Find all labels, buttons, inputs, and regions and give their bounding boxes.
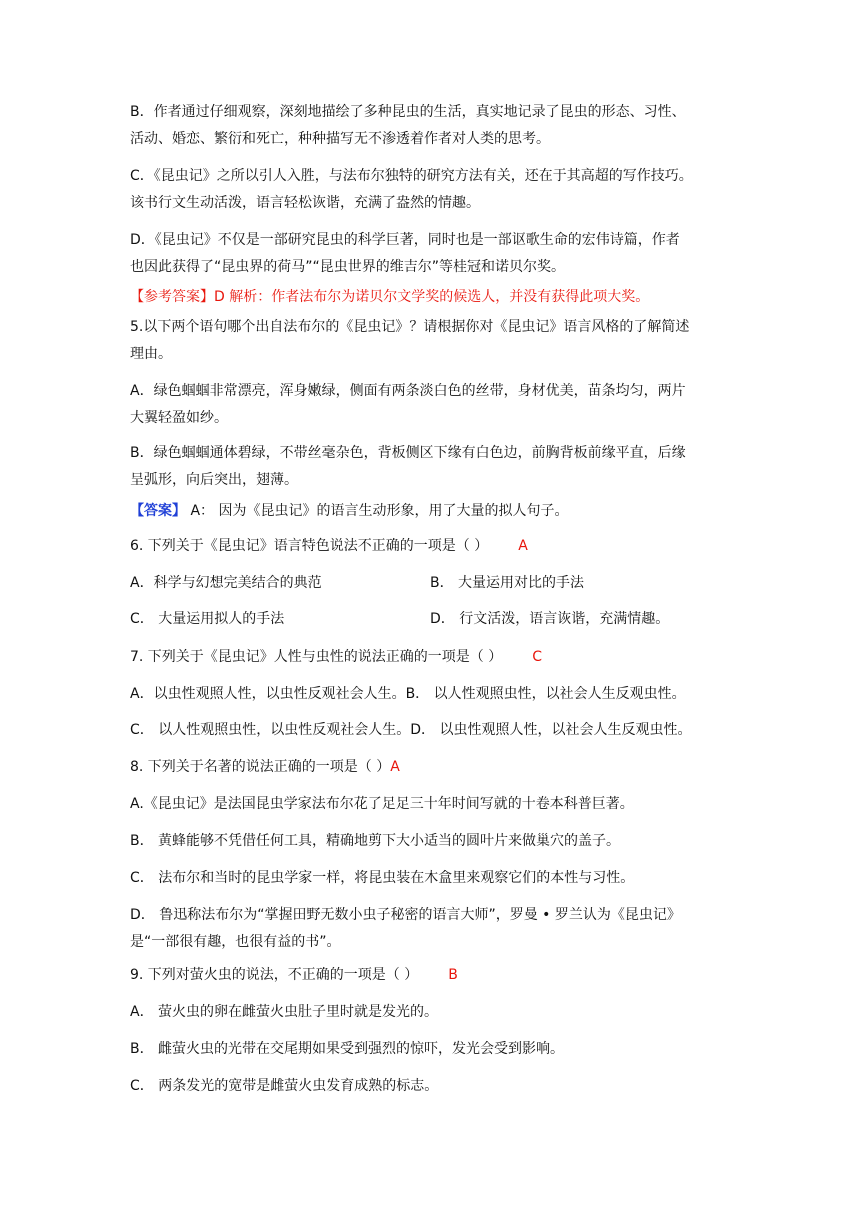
q7-options-cd: C． 以人性观照虫性，以虫性反观社会人生。D． 以虫性观照人性，以社会人生反观虫性。 <box>130 722 692 738</box>
q6-option-c: C． 大量运用拟人的手法 <box>130 611 285 627</box>
q9-stem <box>130 962 730 989</box>
q5-option-b-line1: B．绿色蝈蝈通体碧绿，不带丝毫杂色，背板侧区下缘有白色边，前胸背板前缘平直，后缘 <box>130 445 686 461</box>
q5-option-b-line2: 呈弧形，向后突出，翅薄。 <box>130 472 298 488</box>
q7-answer: C <box>532 649 543 665</box>
q4-option-d-line2: 也因此获得了“昆虫界的荷马”“昆虫世界的维吉尔”等桂冠和诺贝尔奖。 <box>130 259 566 275</box>
q4-option-b-line1: B．作者通过仔细观察，深刻地描绘了多种昆虫的生活，真实地记录了昆虫的形态、习性、 <box>130 104 686 120</box>
q8-option-a: A.《昆虫记》是法国昆虫学家法布尔花了足足三十年时间写就的十卷本科普巨著。 <box>130 796 634 812</box>
q6-option-d: D． 行文活泼，语言诙谐，充满情趣。 <box>430 611 670 627</box>
q6-options-row1 <box>130 570 730 597</box>
q4-option-d-line1: D．《昆虫记》不仅是一部研究昆虫的科学巨著，同时也是一部讴歌生命的宏伟诗篇，作者 <box>130 232 680 248</box>
q5-stem-line1: 5.以下两个语句哪个出自法布尔的《昆虫记》？请根据你对《昆虫记》语言风格的了解简述 <box>130 319 690 335</box>
q6-option-a: A．科学与幻想完美结合的典范 <box>130 575 322 591</box>
q7-stem <box>130 644 730 671</box>
q8-option-b: B． 黄蜂能够不凭借任何工具，精确地剪下大小适当的圆叶片来做巢穴的盖子。 <box>130 833 621 849</box>
q5-stem-line2: 理由。 <box>130 346 172 362</box>
q5-option-a-line1: A．绿色蝈蝈非常漂亮，浑身嫩绿，侧面有两条淡白色的丝带，身材优美，苗条均匀，两片 <box>130 383 686 399</box>
q4-option-b-line2: 活动、婚恋、繁衍和死亡，种种描写无不渗透着作者对人类的思考。 <box>130 131 550 147</box>
q8-option-c: C． 法布尔和当时的昆虫学家一样，将昆虫装在木盒里来观察它们的本性与习性。 <box>130 870 635 886</box>
q8-stem-text: 8. 下列关于名著的说法正确的一项是（ ） <box>130 759 391 775</box>
q6-answer: A <box>518 538 528 554</box>
q8-option-d-line1: D． 鲁迅称法布尔为“掌握田野无数小虫子秘密的语言大师”，罗曼 • 罗兰认为《昆虫记》 <box>130 907 681 923</box>
q6-option-b: B． 大量运用对比的手法 <box>430 575 585 591</box>
q8-answer: A <box>390 759 400 775</box>
q4-option-c-line2: 该书行文生动活泼，语言轻松诙谐，充满了盎然的情趣。 <box>130 195 480 211</box>
q5-answer-text: A： 因为《昆虫记》的语言生动形象，用了大量的拟人句子。 <box>186 503 569 519</box>
q5-option-a-line2: 大翼轻盈如纱。 <box>130 410 228 426</box>
q4-answer: 【参考答案】D 解析：作者法布尔为诺贝尔文学奖的候选人，并没有获得此项大奖。 <box>130 289 650 305</box>
q7-options-ab: A．以虫性观照人性，以虫性反观社会人生。B． 以人性观照虫性，以社会人生反观虫性。 <box>130 686 686 702</box>
q8-option-d-line2: 是“一部很有趣，也很有益的书”。 <box>130 934 341 950</box>
q6-options-row2 <box>130 606 730 633</box>
q9-stem-text: 9. 下列对萤火虫的说法，不正确的一项是（ ） <box>130 967 419 983</box>
q6-stem-text: 6. 下列关于《昆虫记》语言特色说法不正确的一项是（ ） <box>130 538 489 554</box>
q7-stem-text: 7. 下列关于《昆虫记》人性与虫性的说法正确的一项是（ ） <box>130 649 503 665</box>
q9-answer: B <box>448 967 458 983</box>
q8-stem <box>130 754 730 781</box>
q5-answer-label: 【答案】 <box>130 503 186 519</box>
q9-option-a: A． 萤火虫的卵在雌萤火虫肚子里时就是发光的。 <box>130 1004 439 1020</box>
q6-stem <box>130 533 730 560</box>
q4-option-c-line1: C．《昆虫记》之所以引人入胜，与法布尔独特的研究方法有关，还在于其高超的写作技巧。 <box>130 168 693 184</box>
q5-answer <box>130 498 730 525</box>
q9-option-c: C． 两条发光的宽带是雌萤火虫发育成熟的标志。 <box>130 1078 439 1094</box>
q9-option-b: B． 雌萤火虫的光带在交尾期如果受到强烈的惊吓，发光会受到影响。 <box>130 1041 565 1057</box>
